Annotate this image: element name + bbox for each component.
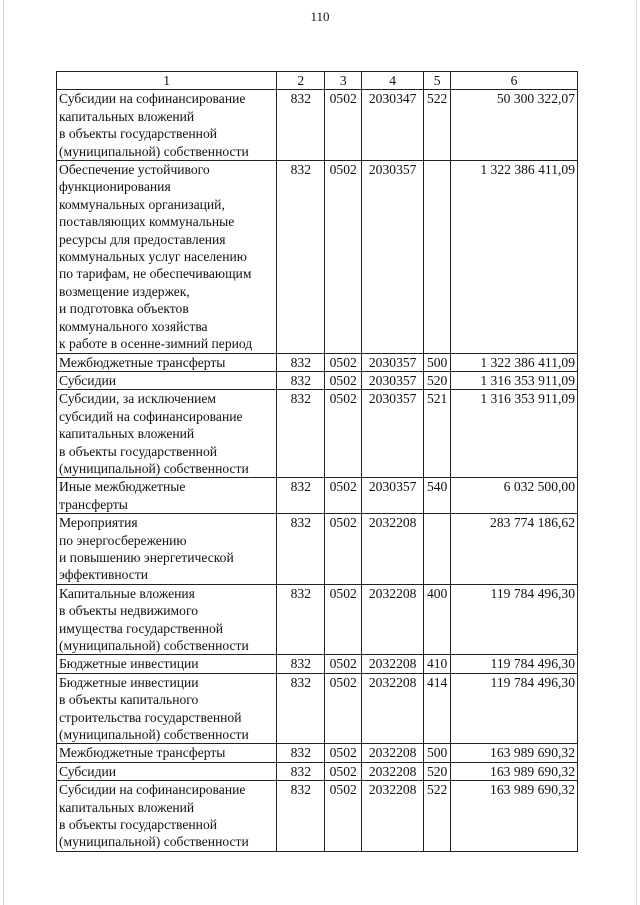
row-name-line: имущества государственной [59, 620, 224, 636]
page-number: 110 [310, 9, 330, 24]
row-expense-type: 410 [424, 655, 451, 673]
row-target-code: 2032208 [362, 673, 424, 744]
row-name-line: коммунального хозяйства [59, 318, 208, 334]
row-name-line: по энергосбережению [59, 532, 187, 548]
row-amount: 1 316 353 911,09 [451, 390, 578, 478]
table-header-row [57, 72, 578, 90]
table-row [57, 762, 578, 780]
row-amount: 283 774 186,62 [451, 514, 578, 585]
row-name-line: Межбюджетные трансферты [59, 354, 226, 370]
table-row [57, 161, 578, 353]
row-name [57, 371, 277, 389]
row-name [57, 478, 277, 514]
row-section-code: 0502 [325, 584, 362, 655]
header-col-4: 4 [362, 72, 424, 90]
row-name-line: Капитальные вложения [59, 585, 195, 601]
row-expense-type: 520 [424, 762, 451, 780]
row-target-code: 2030357 [362, 478, 424, 514]
row-name [57, 673, 277, 744]
row-amount: 163 989 690,32 [451, 781, 578, 852]
header-col-6: 6 [451, 72, 578, 90]
row-admin-code: 832 [277, 762, 325, 780]
row-name-line: по тарифам, не обеспечивающим [59, 266, 252, 282]
row-name [57, 762, 277, 780]
row-name [57, 584, 277, 655]
row-target-code: 2032208 [362, 584, 424, 655]
row-name-line: (муниципальной) собственности [59, 460, 249, 476]
row-section-code: 0502 [325, 673, 362, 744]
row-name-line: коммунальных услуг населению [59, 249, 247, 265]
row-name-line: в объекты государственной [59, 443, 218, 459]
row-target-code: 2032208 [362, 781, 424, 852]
row-section-code: 0502 [325, 371, 362, 389]
table-row [57, 353, 578, 371]
row-amount: 163 989 690,32 [451, 744, 578, 762]
row-section-code: 0502 [325, 781, 362, 852]
row-expense-type: 521 [424, 390, 451, 478]
row-name [57, 514, 277, 585]
header-col-1: 1 [57, 72, 277, 90]
row-name-line: и повышению энергетической [59, 549, 234, 565]
row-admin-code: 832 [277, 90, 325, 161]
header-col-2: 2 [277, 72, 325, 90]
row-target-code: 2032208 [362, 514, 424, 585]
row-name-line: Бюджетные инвестиции [59, 656, 199, 672]
row-expense-type: 500 [424, 353, 451, 371]
row-expense-type: 414 [424, 673, 451, 744]
row-name-line: субсидий на софинансирование [59, 408, 243, 424]
row-admin-code: 832 [277, 744, 325, 762]
row-section-code: 0502 [325, 744, 362, 762]
row-name [57, 744, 277, 762]
row-amount: 163 989 690,32 [451, 762, 578, 780]
row-name-line: ресурсы для предоставления [59, 231, 226, 247]
row-name-line: трансферты [59, 496, 128, 512]
row-expense-type: 522 [424, 781, 451, 852]
table-row [57, 90, 578, 161]
row-name [57, 390, 277, 478]
row-admin-code: 832 [277, 673, 325, 744]
row-section-code: 0502 [325, 762, 362, 780]
row-section-code: 0502 [325, 90, 362, 161]
row-amount: 119 784 496,30 [451, 673, 578, 744]
row-amount: 50 300 322,07 [451, 90, 578, 161]
row-admin-code: 832 [277, 390, 325, 478]
row-admin-code: 832 [277, 371, 325, 389]
row-expense-type [424, 161, 451, 353]
row-name-line: эффективности [59, 567, 149, 583]
row-section-code: 0502 [325, 514, 362, 585]
row-name-line: Обеспечение устойчивого [59, 162, 210, 178]
row-section-code: 0502 [325, 478, 362, 514]
row-name-line: функционирования [59, 179, 171, 195]
row-admin-code: 832 [277, 514, 325, 585]
row-name-line: (муниципальной) собственности [59, 143, 249, 159]
row-section-code: 0502 [325, 353, 362, 371]
row-name-line: капитальных вложений [59, 799, 195, 815]
row-name-line: в объекты недвижимого [59, 603, 198, 619]
scan-edge-left [3, 0, 4, 905]
row-name-line: Субсидии [59, 763, 117, 779]
row-name-line: коммунальных организаций, [59, 196, 225, 212]
row-expense-type: 500 [424, 744, 451, 762]
budget-table [56, 71, 578, 852]
table-row [57, 584, 578, 655]
row-target-code: 2030357 [362, 353, 424, 371]
row-name-line: капитальных вложений [59, 426, 195, 442]
row-name-line: и подготовка объектов [59, 301, 189, 317]
row-name-line: Бюджетные инвестиции [59, 674, 199, 690]
row-amount: 6 032 500,00 [451, 478, 578, 514]
row-name-line: Межбюджетные трансферты [59, 745, 226, 761]
row-admin-code: 832 [277, 781, 325, 852]
row-name [57, 781, 277, 852]
table-row [57, 673, 578, 744]
row-name [57, 655, 277, 673]
row-name-line: к работе в осенне-зимний период [59, 336, 253, 352]
row-name-line: Иные межбюджетные [59, 479, 186, 495]
row-target-code: 2032208 [362, 744, 424, 762]
row-target-code: 2032208 [362, 655, 424, 673]
table-row [57, 371, 578, 389]
row-admin-code: 832 [277, 478, 325, 514]
row-expense-type: 400 [424, 584, 451, 655]
row-name-line: капитальных вложений [59, 108, 195, 124]
scan-edge-right [636, 0, 637, 905]
row-expense-type [424, 514, 451, 585]
row-admin-code: 832 [277, 161, 325, 353]
table-row [57, 744, 578, 762]
row-expense-type: 520 [424, 371, 451, 389]
row-name-line: Субсидии на софинансирование [59, 91, 246, 107]
row-section-code: 0502 [325, 655, 362, 673]
row-expense-type: 540 [424, 478, 451, 514]
row-name-line: в объекты государственной [59, 817, 218, 833]
table-row [57, 390, 578, 478]
row-admin-code: 832 [277, 353, 325, 371]
row-name-line: возмещение издержек, [59, 283, 190, 299]
row-name [57, 161, 277, 353]
row-name-line: Субсидии [59, 372, 117, 388]
row-name-line: Субсидии на софинансирование [59, 782, 246, 798]
table-row [57, 478, 578, 514]
row-section-code: 0502 [325, 161, 362, 353]
table-row [57, 514, 578, 585]
row-target-code: 2030357 [362, 371, 424, 389]
row-expense-type: 522 [424, 90, 451, 161]
row-amount: 119 784 496,30 [451, 655, 578, 673]
table-row [57, 655, 578, 673]
row-amount: 1 322 386 411,09 [451, 161, 578, 353]
row-name-line: строительства государственной [59, 709, 242, 725]
row-section-code: 0502 [325, 390, 362, 478]
row-name-line: (муниципальной) собственности [59, 638, 249, 653]
row-target-code: 2032208 [362, 762, 424, 780]
row-name-line: Субсидии, за исключением [59, 391, 217, 407]
row-admin-code: 832 [277, 655, 325, 673]
row-name-line: Мероприятия [59, 515, 138, 531]
header-col-3: 3 [325, 72, 362, 90]
row-amount: 119 784 496,30 [451, 584, 578, 655]
row-target-code: 2030347 [362, 90, 424, 161]
row-amount: 1 316 353 911,09 [451, 371, 578, 389]
row-name [57, 90, 277, 161]
row-target-code: 2030357 [362, 161, 424, 353]
header-col-5: 5 [424, 72, 451, 90]
row-name [57, 353, 277, 371]
row-name-line: (муниципальной) собственности [59, 727, 249, 743]
row-target-code: 2030357 [362, 390, 424, 478]
table-row [57, 781, 578, 852]
row-name-line: (муниципальной) собственности [59, 834, 249, 850]
row-name-line: в объекты капитального [59, 692, 199, 708]
row-name-line: в объекты государственной [59, 126, 218, 142]
row-admin-code: 832 [277, 584, 325, 655]
row-name-line: поставляющих коммунальные [59, 214, 235, 230]
row-amount: 1 322 386 411,09 [451, 353, 578, 371]
